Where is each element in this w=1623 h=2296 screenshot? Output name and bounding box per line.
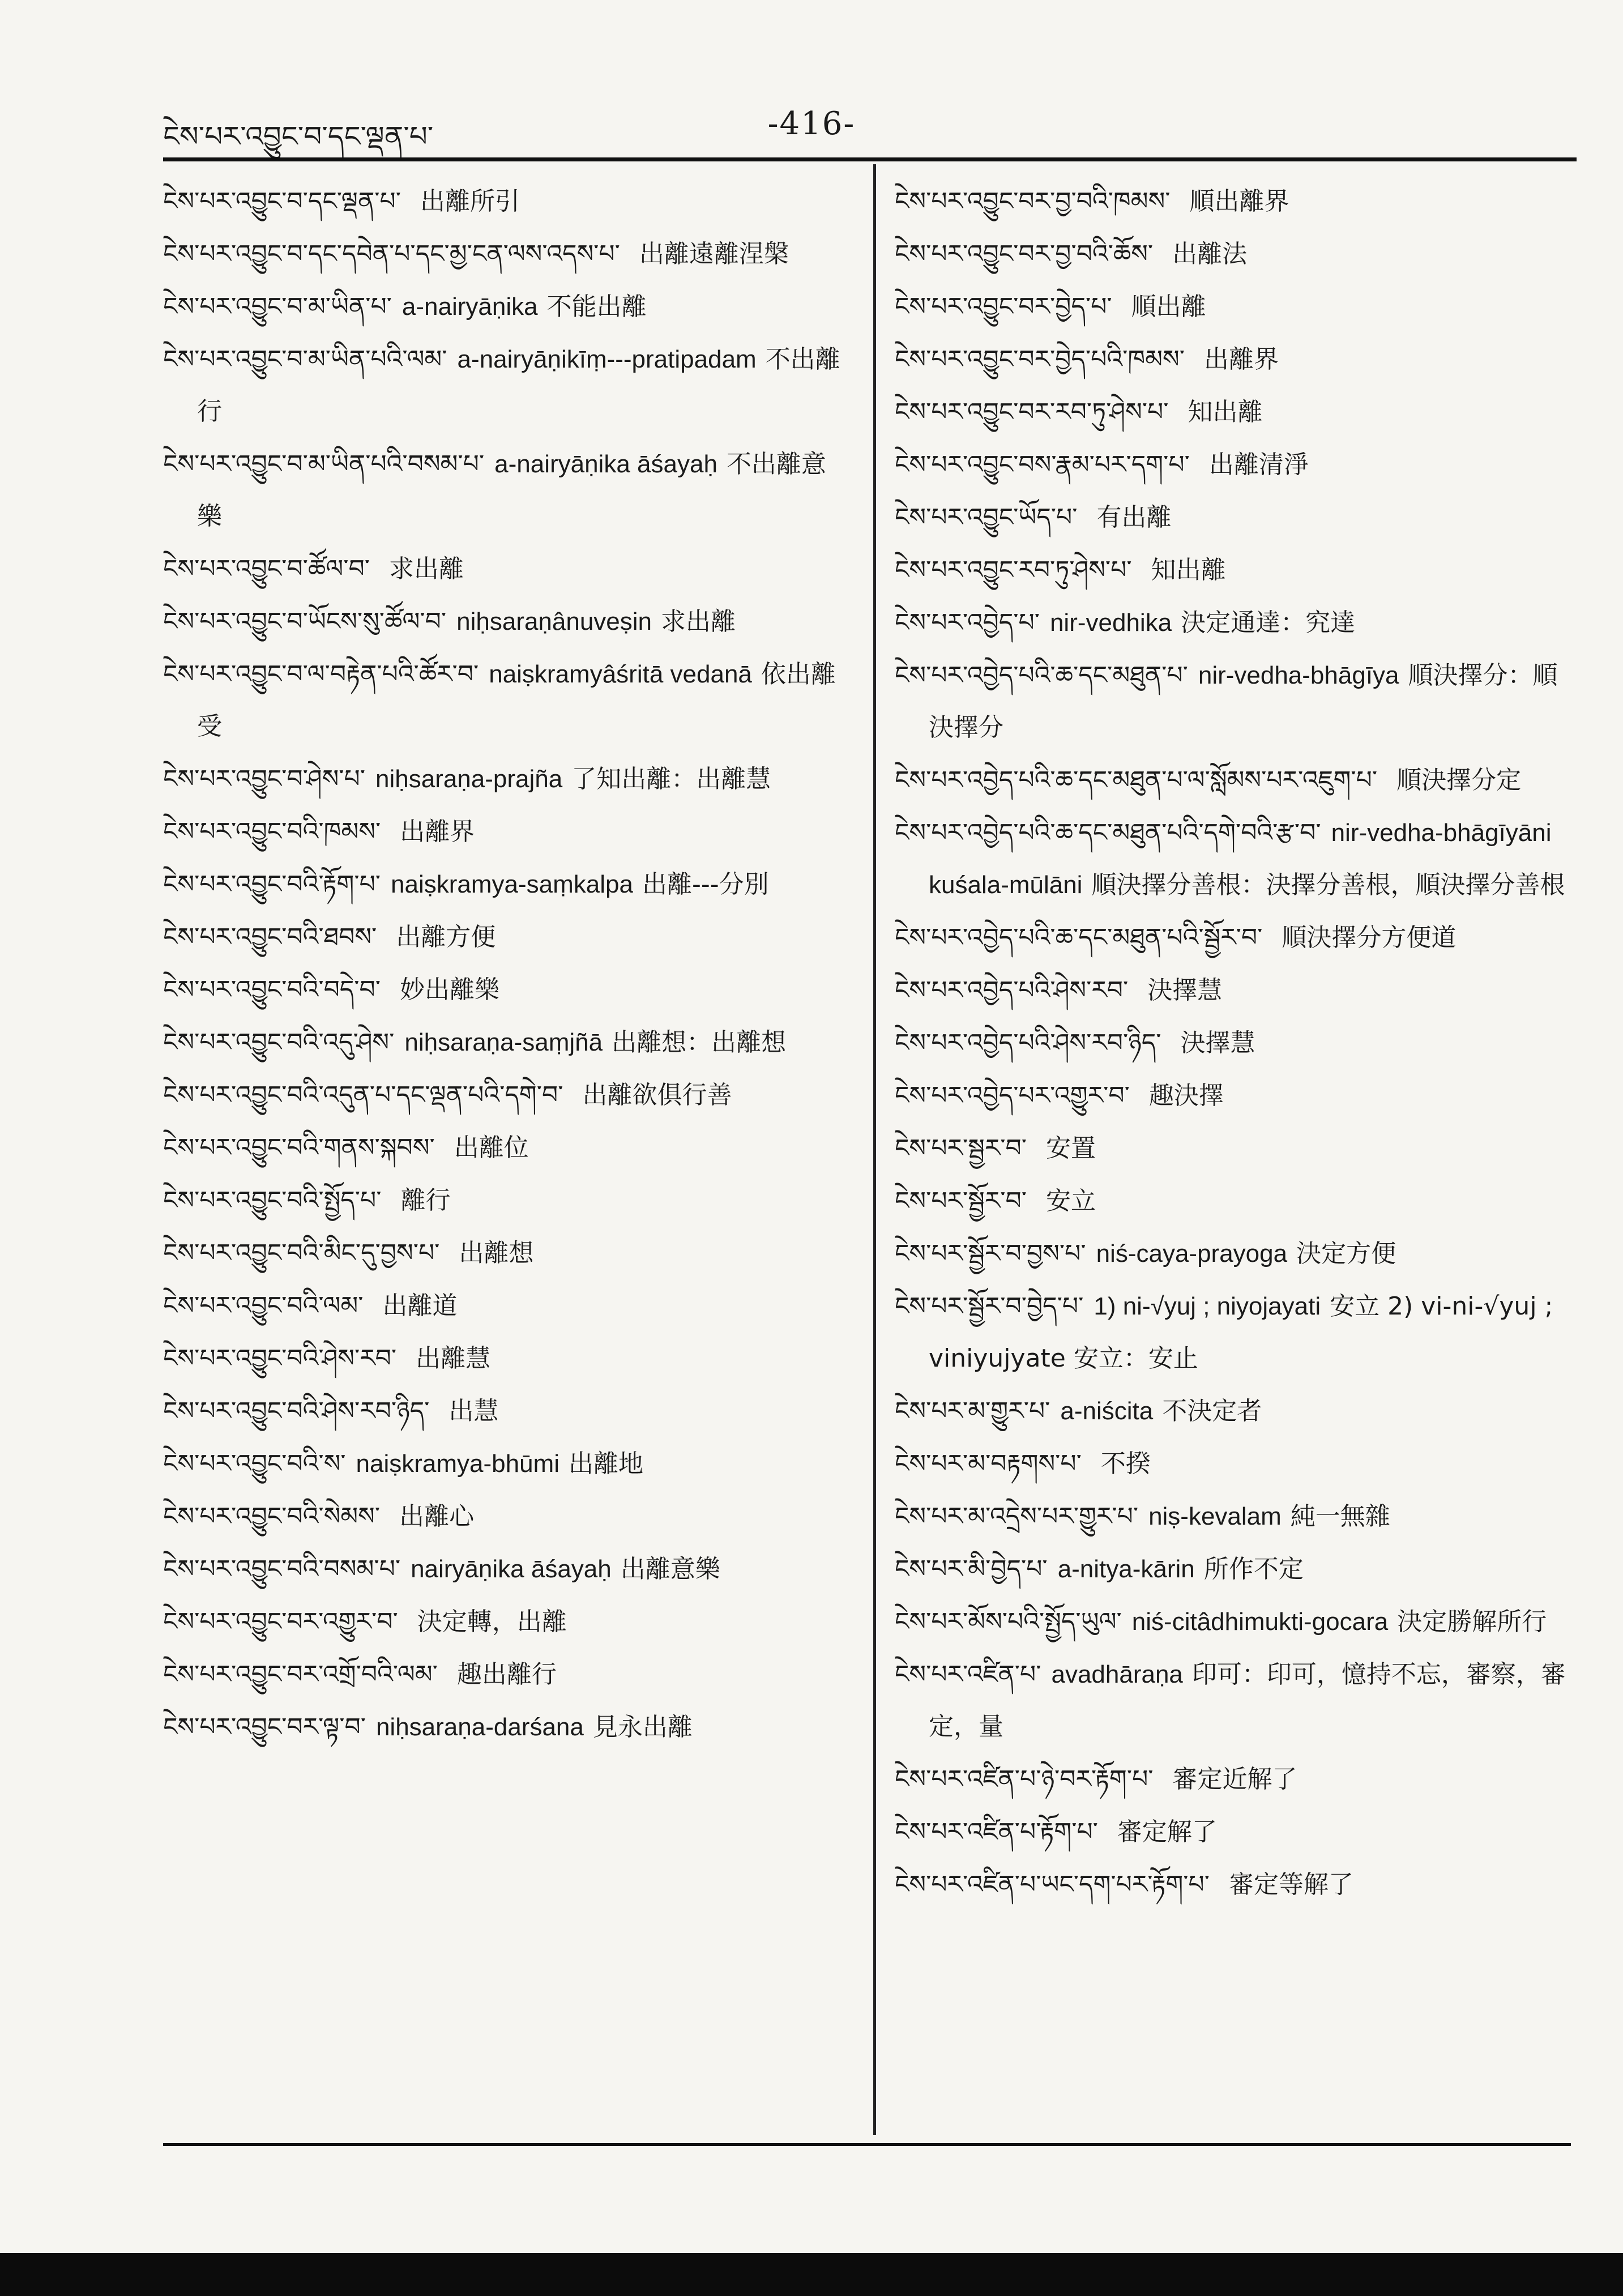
scan-edge-band [0,2253,1623,2296]
entry-tibetan: ངེས་པར་འབྱུང་བ་ཡོངས་སུ་ཚོལ་བ་ [163,607,447,636]
entry-chinese: 出離慧 [416,1344,491,1373]
entry-tibetan: ངེས་པར་འཛིན་པ་ཉེ་བར་རྟོག་པ་ [895,1765,1154,1794]
dictionary-entry [895,439,1569,491]
entry-tibetan: ངེས་པར་འབྱུང་བ་ཤེས་པ་ [163,765,365,793]
dictionary-entry [163,1491,843,1543]
page-number: -416- [767,105,856,142]
dictionary-entry [895,1649,1569,1753]
entry-chinese: 出離地 [569,1449,643,1478]
dictionary-entry [163,1596,843,1648]
dictionary-entry [163,438,843,543]
entry-tibetan: ངེས་པར་འབྱུང་བར་བྱ་བའི་ཆོས་ [895,240,1154,268]
dictionary-entry [895,334,1569,386]
dictionary-entry [895,650,1569,754]
entry-sanskrit: nir-vedhika [1049,609,1172,637]
entry-tibetan: ངེས་པར་འབྱེད་པ་ [895,608,1040,637]
entry-chinese: 決擇慧 [1180,1028,1255,1057]
entry-chinese: 出離所引 [420,187,520,216]
entry-chinese: 出慧 [449,1397,499,1426]
entry-chinese: 出離意樂 [620,1555,720,1584]
entry-chinese: 純一無雜 [1290,1502,1390,1531]
entry-tibetan: ངེས་པར་འབྱུང་བར་རབ་ཏུ་ཤེས་པ་ [895,398,1169,426]
entry-chinese: 求出離 [388,554,464,583]
entry-tibetan: ངེས་པར་འབྱུང་རབ་ཏུ་ཤེས་པ་ [895,556,1132,584]
dictionary-entry [163,859,843,911]
entry-tibetan: ངེས་པར་འབྱུང་བ་མ་ཡིན་པའི་བསམ་པ་ [163,450,485,479]
left-column [163,176,843,1754]
entry-chinese: 決定方便 [1296,1239,1396,1268]
entry-chinese: 印可：印可，憶持不忘，審察，審定，量 [929,1660,1566,1741]
entry-sanskrit: nir-vedha-bhāgīya [1198,662,1399,689]
entry-tibetan: ངེས་པར་འབྱུང་བའི་ས་ [163,1449,346,1478]
entry-chinese: 出離遠離涅槃 [639,240,789,268]
right-column [895,176,1569,1911]
entry-sanskrit: a-nairyāṇikīṃ---pratipadam [457,345,757,373]
entry-sanskrit: niś-citâdhimukti-gocara [1131,1608,1389,1636]
dictionary-entry [895,176,1569,228]
entry-tibetan: ངེས་པར་མི་བྱེད་པ་ [895,1555,1048,1584]
entry-sanskrit: nir-vedha-bhāgīyāni kuśala-mūlāni [929,819,1552,899]
entry-tibetan: ངེས་པར་འབྱུང་བའི་ཤེས་རབ་ [163,1344,397,1373]
dictionary-entry [895,1543,1569,1595]
dictionary-entry [163,1701,843,1753]
dictionary-entry [895,1753,1569,1806]
entry-sanskrit: niś-caya-prayoga [1096,1240,1288,1268]
entry-tibetan: ངེས་པར་སྦྱོར་བ་ [895,1187,1027,1215]
entry-sanskrit: niḥsaraṇa-darśana [375,1713,584,1741]
entry-tibetan: ངེས་པར་འབྱུང་བའི་ཁམས་ [163,817,381,846]
running-title: ངེས་པར་འབྱུང་བ་དང་ལྡན་པ་ [163,120,434,153]
entry-chinese: 順決擇分善根：決擇分善根，順決擇分善根 [1091,870,1565,899]
dictionary-entry [163,1333,843,1385]
entry-sanskrit: 1) ni-√yuj ; niyojayati [1094,1292,1321,1320]
entry-tibetan: ངེས་པར་འབྱུང་བའི་ཤེས་རབ་ཉིད་ [163,1397,430,1426]
entry-chinese: 出離界 [1203,345,1279,374]
entry-tibetan: ངེས་པར་འབྱུང་བའི་སྤྱོད་པ་ [163,1186,382,1215]
entry-tibetan: ངེས་པར་སྦྱོར་བ་བྱེད་པ་ [895,1292,1084,1321]
entry-sanskrit: nairyāṇika āśayaḥ [411,1555,612,1583]
entry-chinese: 趣決擇 [1148,1081,1224,1110]
dictionary-entry [895,492,1569,544]
dictionary-entry [163,1122,843,1174]
dictionary-entry [163,334,843,438]
entry-tibetan: ངེས་པར་མ་གྱུར་པ་ [895,1397,1050,1426]
dictionary-entry [163,753,843,805]
entry-tibetan: ངེས་པར་འབྱུང་བའི་ཐབས་ [163,923,377,951]
entry-chinese: 求出離 [661,607,736,636]
entry-tibetan: ངེས་པར་སྦྱོར་བ་བྱས་པ་ [895,1239,1086,1268]
entry-tibetan: ངེས་པར་འབྱེད་པའི་ཆ་དང་མཐུན་པ་ལ་སློམས་པར་འཇུག་པ་ [895,766,1378,795]
dictionary-entry [895,544,1569,596]
dictionary-entry [163,1649,843,1701]
entry-sanskrit: niṣ-kevalam [1148,1503,1282,1530]
entry-sanskrit: naiṣkramya-saṃkalpa [391,870,633,898]
entry-sanskrit: naiṣkramya-bhūmi [356,1450,559,1478]
dictionary-entry [895,1017,1569,1069]
entry-chinese: 所作不定 [1203,1555,1304,1584]
dictionary-entry [163,596,843,648]
dictionary-entry [163,648,843,753]
dictionary-entry [895,754,1569,806]
entry-chinese: 知出離 [1188,398,1263,426]
dictionary-entry [895,1385,1569,1437]
entry-tibetan: ངེས་པར་འབྱེད་པའི་ཆ་དང་མཐུན་པའི་སྦྱོར་བ་ [895,923,1263,952]
entry-sanskrit: a-nairyāṇika āśayaḥ [494,450,717,478]
dictionary-entry [895,1281,1569,1385]
entry-tibetan: ངེས་པར་འབྱུང་བར་བྱ་བའི་ཁམས་ [895,187,1171,216]
entry-chinese: 出離法 [1172,240,1248,268]
dictionary-entry [895,1859,1569,1911]
entry-chinese: 安立 2) vi-ni-√yuj ; viniyujyate 安立：安止 [929,1292,1553,1373]
entry-chinese: 安置 [1045,1134,1096,1163]
entry-chinese: 出離心 [399,1502,475,1531]
entry-sanskrit: niḥsaraṇa-saṃjñā [404,1028,603,1056]
column-divider [873,164,876,2135]
entry-chinese: 出離界 [400,817,475,846]
entry-sanskrit: a-nitya-kārin [1057,1555,1195,1583]
dictionary-entry [895,1070,1569,1122]
footer-rule [163,2143,1571,2146]
entry-chinese: 審定解了 [1117,1817,1217,1846]
entry-chinese: 決擇慧 [1147,976,1223,1005]
entry-tibetan: ངེས་པར་འབྱུང་ཡོད་པ་ [895,503,1078,532]
dictionary-entry [895,228,1569,280]
dictionary-entry [163,228,843,280]
entry-tibetan: ངེས་པར་འབྱུང་བར་འགྱུར་བ་ [163,1607,398,1636]
entry-chinese: 不出離行 [197,345,840,426]
entry-tibetan: ངེས་པར་མ་འདྲེས་པར་གྱུར་པ་ [895,1502,1139,1531]
entry-chinese: 知出離 [1151,556,1226,584]
dictionary-entry [163,964,843,1016]
dictionary-entry [163,1543,843,1595]
entry-tibetan: ངེས་པར་འཛིན་པ་ [895,1660,1041,1689]
dictionary-entry [895,965,1569,1017]
entry-chinese: 順決擇分：順決擇分 [929,661,1558,742]
entry-tibetan: ངེས་པར་སྦྱར་བ་ [895,1134,1027,1163]
dictionary-entry [895,1175,1569,1227]
entry-tibetan: ངེས་པར་འབྱུང་བར་བྱེད་པའི་ཁམས་ [895,345,1185,374]
entry-chinese: 出離想 [459,1239,534,1268]
entry-tibetan: ངེས་པར་འབྱུང་བ་མ་ཡིན་པ་ [163,292,392,321]
entry-tibetan: ངེས་པར་འབྱུང་བའི་འདུན་པ་དང་ལྡན་པའི་དགེ་བ་ [163,1081,563,1109]
dictionary-entry [895,281,1569,333]
entry-sanskrit: a-niścita [1060,1397,1154,1425]
entry-chinese: 出離道 [382,1291,458,1320]
entry-tibetan: ངེས་པར་འབྱུང་བའི་འདུ་ཤེས་ [163,1028,395,1057]
entry-tibetan: ངེས་པར་འབྱུང་བ་ལ་བརྟེན་པའི་ཚོར་བ་ [163,660,479,689]
entry-tibetan: ངེས་པར་འབྱུང་བར་འགྲོ་བའི་ལམ་ [163,1660,438,1689]
entry-chinese: 出離想：出離想 [612,1028,787,1057]
dictionary-entry [895,1596,1569,1648]
dictionary-entry [163,1017,843,1069]
entry-tibetan: ངེས་པར་འབྱུང་བ་མ་ཡིན་པའི་ལམ་ [163,345,447,374]
entry-chinese: 出離欲俱行善 [582,1081,732,1109]
entry-tibetan: ངེས་པར་མོས་པའི་སྤྱོད་ཡུལ་ [895,1607,1122,1636]
entry-chinese: 妙出離樂 [399,975,499,1004]
entry-chinese: 出離清淨 [1208,450,1309,479]
entry-chinese: 趣出離行 [456,1660,557,1689]
entry-tibetan: ངེས་པར་འབྱུང་བའི་ལམ་ [163,1291,364,1320]
entry-chinese: 見永出離 [592,1713,693,1742]
entry-chinese: 出離方便 [396,923,496,951]
entry-chinese: 順決擇分方便道 [1282,923,1457,952]
entry-chinese: 離行 [400,1186,451,1215]
header-rule [163,157,1577,161]
dictionary-entry [895,1806,1569,1858]
entry-tibetan: ངེས་པར་འབྱུང་བའི་བསམ་པ་ [163,1555,401,1584]
dictionary-entry [895,1228,1569,1280]
dictionary-entry [163,176,843,228]
dictionary-entry [163,1438,843,1490]
entry-tibetan: ངེས་པར་འབྱུང་བར་བྱེད་པ་ [895,292,1112,321]
entry-chinese: 決定轉，出離 [417,1607,567,1636]
entry-chinese: 依出離受 [197,660,836,741]
entry-chinese: 審定近解了 [1172,1765,1297,1794]
dictionary-entry [163,1069,843,1121]
entry-sanskrit: naiṣkramyâśritā vedanā [489,660,752,688]
dictionary-entry [163,1385,843,1437]
entry-tibetan: ངེས་པར་འབྱུང་བར་ལྟ་བ་ [163,1713,366,1742]
entry-chinese: 決定勝解所行 [1397,1607,1547,1636]
entry-tibetan: ངེས་པར་འབྱུང་བའི་བདེ་བ་ [163,975,381,1004]
entry-chinese: 有出離 [1096,503,1172,532]
dictionary-entry [163,1227,843,1279]
dictionary-entry [895,1491,1569,1543]
entry-chinese: 決定通達：究達 [1181,608,1356,637]
entry-tibetan: ངེས་པར་འཛིན་པ་ཡང་དག་པར་རྟོག་པ་ [895,1870,1210,1899]
entry-sanskrit: niḥsaraṇânuveṣin [456,608,652,635]
entry-chinese: 了知出離：出離慧 [571,765,771,793]
entry-tibetan: ངེས་པར་འབྱུང་བའི་སེམས་ [163,1502,381,1531]
entry-chinese: 順出離界 [1189,187,1289,216]
dictionary-entry [163,806,843,858]
entry-chinese: 安立 [1045,1187,1096,1215]
entry-chinese: 不能出離 [546,292,647,321]
entry-chinese: 出離---分別 [642,870,769,899]
entry-chinese: 出離位 [454,1133,529,1162]
dictionary-entry [895,597,1569,649]
dictionary-entry [895,1123,1569,1175]
entry-chinese: 審定等解了 [1228,1870,1353,1899]
dictionary-entry [163,281,843,333]
dictionary-entry [895,386,1569,438]
entry-tibetan: ངེས་པར་འབྱུང་བ་དང་ལྡན་པ་ [163,187,401,216]
dictionary-entry [163,1175,843,1227]
entry-tibetan: ངེས་པར་འབྱེད་པའི་ཆ་དང་མཐུན་པའི་དགེ་བའི་རྩ་བ་ [895,818,1321,847]
entry-tibetan: ངེས་པར་འབྱུང་བ་ཚོལ་བ་ [163,554,370,583]
entry-tibetan: ངེས་པར་འཛིན་པ་རྟོག་པ་ [895,1817,1098,1846]
entry-tibetan: ངེས་པར་འབྱེད་པའི་ཤེས་རབ་ [895,976,1129,1005]
entry-chinese: 不出離意樂 [197,450,826,531]
entry-tibetan: ངེས་པར་འབྱེད་པར་འགྱུར་བ་ [895,1081,1130,1110]
entry-tibetan: ངེས་པར་འབྱུང་བ་དང་དབེན་པ་དང་མྱ་ངན་ལས་འདས་པ་ [163,240,620,268]
dictionary-entry [895,1438,1569,1490]
entry-tibetan: ངེས་པར་མ་བརྟགས་པ་ [895,1449,1082,1478]
dictionary-entry [163,911,843,963]
entry-chinese: 順出離 [1131,292,1206,321]
entry-chinese: 不決定者 [1162,1397,1262,1426]
entry-tibetan: ངེས་པར་འབྱེད་པའི་ཤེས་རབ་ཉིད་ [895,1028,1161,1057]
entry-sanskrit: avadhāraṇa [1051,1661,1183,1688]
entry-tibetan: ངེས་པར་འབྱུང་བའི་གནས་སྐབས་ [163,1133,435,1162]
entry-sanskrit: niḥsaraṇa-prajña [375,765,563,793]
entry-tibetan: ངེས་པར་འབྱུང་བས་རྣམ་པར་དག་པ་ [895,450,1190,479]
dictionary-entry [895,912,1569,964]
entry-chinese: 順決擇分定 [1396,766,1522,795]
dictionary-entry [163,543,843,595]
entry-sanskrit: a-nairyāṇika [402,293,538,321]
entry-chinese: 不揆 [1100,1449,1151,1478]
dictionary-entry [163,1280,843,1332]
dictionary-entry [895,807,1569,911]
entry-tibetan: ངེས་པར་འབྱེད་པའི་ཆ་དང་མཐུན་པ་ [895,661,1188,690]
entry-tibetan: ངེས་པར་འབྱུང་བའི་རྟོག་པ་ [163,870,381,899]
entry-tibetan: ངེས་པར་འབྱུང་བའི་མིང་དུ་བྱས་པ་ [163,1239,440,1268]
